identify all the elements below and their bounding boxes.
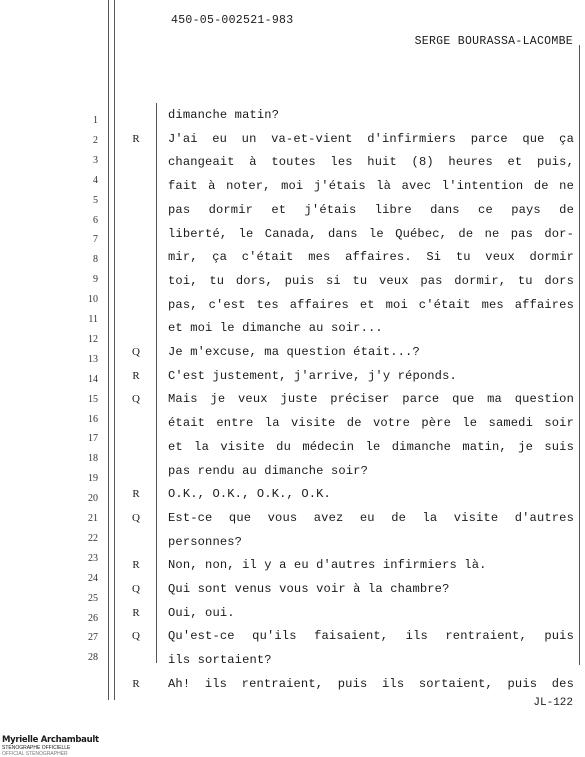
page-reference: JL-122 <box>533 697 573 709</box>
transcript-line: liberté, le Canada, dans le Québec, de ne pas dor- <box>168 226 574 241</box>
witness-name: SERGE BOURASSA-LACOMBE <box>414 35 573 48</box>
transcript-line: J'ai eu un va-et-vient d'infirmiers parce que ça <box>168 131 574 146</box>
transcript-line: personnes? <box>168 534 243 549</box>
line-number: 27 <box>88 632 98 644</box>
stenographer-title: STÉNOGRAPHE OFFICIELLE <box>2 745 71 751</box>
line-number: 3 <box>93 154 98 166</box>
transcript-line: pas dormir et j'étais libre dans ce pays de <box>168 202 574 217</box>
transcript-line: Qu'est-ce qu'ils faisaient, ils rentraient, puis <box>168 629 574 644</box>
line-number: 6 <box>93 214 98 226</box>
line-number: 10 <box>88 294 98 306</box>
line-number: 4 <box>93 174 98 186</box>
line-number: 25 <box>88 592 98 604</box>
transcript-line: Je m'excuse, ma question était...? <box>168 345 420 359</box>
line-number: 14 <box>88 373 98 385</box>
transcript-line: était entre la visite de votre père le samedi soir <box>168 416 574 431</box>
line-number: 20 <box>88 493 98 505</box>
transcript-line: Oui, oui. <box>168 605 235 620</box>
transcript-line: toi, tu dors, puis si tu veux pas dormir, tu dors <box>168 273 574 288</box>
speaker-marker: Q <box>132 393 140 406</box>
speaker-marker: R <box>132 488 140 501</box>
speaker-marker: R <box>132 132 140 145</box>
transcript-line: fait à noter, moi j'étais là avec l'intention de ne <box>168 179 574 194</box>
line-number: 9 <box>93 274 98 286</box>
transcript-line: pas rendu au dimanche soir? <box>168 463 369 478</box>
line-number: 15 <box>88 393 98 405</box>
speaker-marker: R <box>132 559 140 572</box>
stenographer-name: Myrielle Archambault <box>2 735 99 745</box>
line-number: 18 <box>88 453 98 465</box>
transcript-line: mir, ça c'était mes affaires. Si tu veux dormir <box>168 250 574 265</box>
line-number: 1 <box>93 115 98 126</box>
transcript-line: Est-ce que vous avez eu de la visite d'autres <box>168 510 574 525</box>
transcript-line: Mais je veux juste préciser parce que ma question <box>168 392 574 407</box>
stenographer-logo <box>2 735 99 757</box>
line-number: 16 <box>88 413 98 425</box>
transcript-line: Non, non, il y a eu d'autres infirmiers là. <box>168 558 487 573</box>
speaker-marker: R <box>132 606 140 619</box>
left-margin-rule-1 <box>108 0 109 700</box>
line-number: 22 <box>88 532 98 544</box>
transcript-line: dimanche matin? <box>168 108 280 122</box>
speaker-marker: R <box>132 677 140 690</box>
line-number: 19 <box>88 473 98 485</box>
stenographer-title-en: OFFICIAL STENOGRAPHER <box>2 751 68 757</box>
line-number: 17 <box>88 433 98 445</box>
line-number: 11 <box>88 314 98 325</box>
transcript-line: C'est justement, j'arrive, j'y réponds. <box>168 368 457 383</box>
transcript-line: Ah! ils rentraient, puis ils sortaient, puis des <box>168 676 574 691</box>
line-number: 13 <box>88 353 98 365</box>
speaker-column-rule <box>156 103 157 663</box>
transcript-line: ils sortaient? <box>168 653 272 668</box>
right-margin-rule <box>579 45 580 665</box>
speaker-marker: R <box>132 369 140 382</box>
speaker-marker: Q <box>132 511 140 524</box>
transcript-line: O.K., O.K., O.K., O.K. <box>168 487 331 502</box>
transcript-line: et la visite du médecin le dimanche matin, je suis <box>168 439 574 454</box>
case-number: 450-05-002521-983 <box>171 14 294 27</box>
transcript-line: changeait à toutes les huit (8) heures et puis, <box>168 155 574 170</box>
line-number: 23 <box>88 552 98 564</box>
line-number: 28 <box>88 652 98 664</box>
speaker-marker: Q <box>132 583 140 595</box>
line-number: 26 <box>88 612 98 624</box>
line-number: 7 <box>93 234 98 246</box>
line-number: 5 <box>93 194 98 206</box>
line-number: 2 <box>93 134 98 146</box>
speaker-marker: Q <box>132 630 140 643</box>
line-number: 12 <box>88 333 98 345</box>
line-number: 24 <box>88 572 98 584</box>
transcript-line: Qui sont venus vous voir à la chambre? <box>168 582 450 596</box>
speaker-marker: Q <box>132 346 140 358</box>
transcript-line: pas, c'est tes affaires et moi c'était mes affaires <box>168 297 574 312</box>
transcript-line: et moi le dimanche au soir... <box>168 321 383 336</box>
line-number: 21 <box>88 513 98 524</box>
left-margin-rule-2 <box>114 0 115 700</box>
line-number: 8 <box>93 254 98 266</box>
